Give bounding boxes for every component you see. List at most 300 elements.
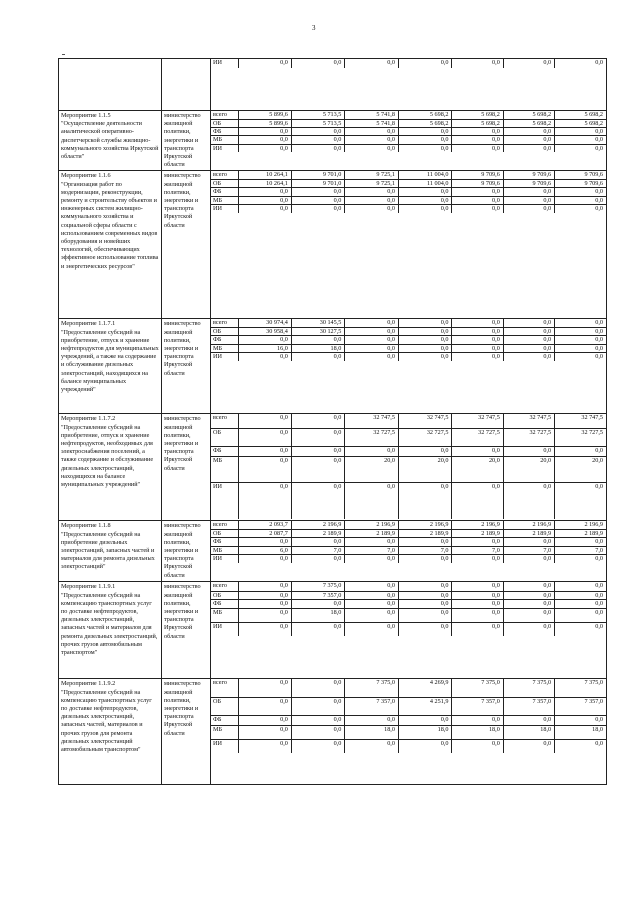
funding-value: 0,0 [345,555,399,563]
funding-row [211,179,606,187]
measure-title [59,59,162,111]
funding-value: 5 698,2 [398,119,452,127]
funding-value: 0,0 [503,600,554,608]
funding-value: 0,0 [345,327,399,335]
measure-title: Мероприятие 1.1.6 "Организация работ по модернизации, реконструкции, ремонту и строительству объектов и инженерных систем жилищно-коммунального хозяйства и социальной сферы области с использованием современных видов оборудования и новейших технологий, обеспечивающих эффективное использование топлива и энергетических ресурсов" [59,171,162,319]
funding-row [211,679,606,697]
responsible-org: министерство жилищной политики, энергетики и транспорта Иркутской области [162,521,211,582]
funding-value: 30 974,4 [239,319,291,327]
funding-value: 20,0 [452,456,503,482]
responsible-org: министерство жилищной политики, энергетики и транспорта Иркутской области [162,111,211,171]
funding-table [211,582,606,636]
funding-value: 32 747,5 [555,414,606,428]
measure-row [59,521,607,582]
funding-row [211,591,606,599]
funding-source: всего [211,319,239,327]
funding-value: 0,0 [555,739,606,753]
funding-value: 0,0 [345,739,399,753]
funding-table [211,414,606,519]
funding-value: 0,0 [345,353,399,361]
funding-value: 9 709,6 [503,171,554,179]
funding-value: 7 375,0 [503,679,554,697]
funding-value: 18,0 [555,725,606,739]
responsible-org: министерство жилищной политики, энергетики и транспорта Иркутской области [162,679,211,785]
funding-value: 18,0 [291,344,345,352]
funding-value: 0,0 [239,538,291,546]
funding-value: 5 698,2 [452,119,503,127]
funding-source: ИИ [213,205,222,213]
measure-title: Мероприятие 1.1.9.1 "Предоставление субсидий на компенсацию транспортных услуг по доставке нефтепродуктов, дизельных электростанций, запасных частей и материалов для ремонта дизельных электростанций, прочих грузов автомобильным транспортом" [59,582,162,679]
funding-value: 0,0 [555,188,606,196]
funding-value: 5 698,2 [503,111,554,119]
funding-value: 0,0 [291,715,345,725]
funding-value: 0,0 [555,622,606,636]
funding-value: 0,0 [452,127,503,135]
funding-value: 6,0 [239,546,291,554]
funding-value: 0,0 [503,327,554,335]
funding-value: 5 698,2 [452,111,503,119]
funding-value: 7,0 [398,546,452,554]
funding-source: ОБ [211,119,239,127]
funding-row [211,582,606,591]
funding-source: ИИ [213,144,222,152]
funding-value: 0,0 [398,446,452,456]
funding-value: 0,0 [239,622,291,636]
funding-value: 0,0 [345,538,399,546]
funding-value: 0,0 [555,353,606,361]
funding-value: 0,0 [239,555,291,563]
funding-source: ФБ [211,715,239,725]
funding-value: 2 189,9 [503,529,554,537]
funding-source: ОБ [211,591,239,599]
funding-source: ОБ [211,179,239,187]
funding-source: ИИ [213,739,222,747]
funding-row [211,414,606,428]
funding-row [211,697,606,715]
funding-value: 5 899,6 [239,119,291,127]
funding-value: 32 727,5 [345,428,399,446]
funding-value: 9 725,1 [345,171,399,179]
funding-value: 0,0 [345,136,399,144]
funding-value: 0,0 [345,482,399,519]
funding-source: МБ [211,136,239,144]
measure-title: Мероприятие 1.1.7.2 "Предоставление субсидий на приобретение, отпуск и хранение нефтепродуктов, необходимых для электроснабжения поселений, а также содержание и обслуживание дизельных электростанций, находящихся на балансе муниципальных учреждений" [59,414,162,521]
funding-value: 2 093,7 [239,521,291,529]
funding-value: 32 747,5 [398,414,452,428]
funding-source: всего [211,582,239,591]
funding-value: 0,0 [452,715,503,725]
funding-value: 5 698,2 [555,119,606,127]
funding-value: 5 713,5 [291,111,345,119]
funding-row [211,353,606,361]
funding-value: 4 269,9 [398,679,452,697]
funding-row [211,608,606,622]
funding-cell [211,679,607,785]
responsible-org: министерство жилищной политики, энергетики и транспорта Иркутской области [162,414,211,521]
funding-value: 0,0 [239,739,291,753]
funding-value: 0,0 [398,59,452,68]
funding-value: 0,0 [452,582,503,591]
funding-value: 0,0 [398,319,452,327]
funding-row [211,555,606,563]
funding-value: 0,0 [503,136,554,144]
funding-value: 7 375,0 [452,679,503,697]
funding-source: МБ [211,608,239,622]
measure-row [59,414,607,521]
measure-title: Мероприятие 1.1.9.2 "Предоставление субсидий на компенсацию транспортных услуг по доставке нефтепродуктов, дизельных электростанций, запасных частей, материалов и прочих грузов для ремонта дизельных электростанций автомобильным транспортом" [59,679,162,785]
funding-value: 0,0 [398,582,452,591]
funding-value: 2 196,9 [555,521,606,529]
funding-value: 0,0 [503,336,554,344]
funding-row [211,715,606,725]
funding-row [211,127,606,135]
funding-row [211,111,606,119]
funding-value: 32 747,5 [452,414,503,428]
funding-value: 0,0 [239,414,291,428]
funding-value: 0,0 [239,136,291,144]
funding-value: 0,0 [291,679,345,697]
funding-value: 0,0 [398,144,452,152]
funding-row [211,171,606,179]
funding-value: 0,0 [345,336,399,344]
measure-row [59,171,607,319]
funding-value: 0,0 [452,59,503,68]
funding-value: 0,0 [291,725,345,739]
funding-value: 0,0 [398,136,452,144]
funding-value: 0,0 [398,608,452,622]
funding-value: 7 357,0 [452,697,503,715]
funding-value: 0,0 [239,591,291,599]
funding-row [211,725,606,739]
scan-mark [62,54,65,55]
funding-value: 7 357,0 [345,697,399,715]
funding-value: 0,0 [452,136,503,144]
program-table [58,58,607,785]
funding-value: 9 709,6 [555,179,606,187]
funding-source: ОБ [211,529,239,537]
funding-value: 0,0 [452,600,503,608]
funding-value: 0,0 [452,538,503,546]
funding-source: ФБ [211,446,239,456]
funding-value: 0,0 [345,715,399,725]
funding-value: 0,0 [555,336,606,344]
funding-value: 0,0 [239,336,291,344]
funding-value: 0,0 [291,353,345,361]
funding-value: 4 251,9 [398,697,452,715]
funding-value: 5 698,2 [398,111,452,119]
funding-value: 0,0 [398,555,452,563]
funding-value: 0,0 [239,144,291,152]
funding-value: 0,0 [345,188,399,196]
funding-table [211,521,606,562]
funding-value: 0,0 [239,428,291,446]
funding-value: 0,0 [555,319,606,327]
funding-value: 0,0 [452,188,503,196]
funding-value: 0,0 [452,739,503,753]
funding-value: 0,0 [503,555,554,563]
funding-source: ИИ [213,482,222,490]
funding-value: 20,0 [398,456,452,482]
funding-value: 0,0 [239,482,291,519]
funding-source: МБ [211,344,239,352]
funding-cell [211,111,607,171]
funding-row [211,529,606,537]
funding-value: 9 709,6 [503,179,554,187]
funding-value: 0,0 [398,715,452,725]
funding-value: 0,0 [503,188,554,196]
funding-value: 0,0 [291,600,345,608]
funding-value: 0,0 [398,127,452,135]
funding-value: 9 701,0 [291,171,345,179]
funding-row [211,546,606,554]
funding-value: 0,0 [503,482,554,519]
funding-value: 7,0 [503,546,554,554]
funding-value: 0,0 [291,127,345,135]
measure-row [59,582,607,679]
funding-value: 18,0 [503,725,554,739]
funding-value: 7 375,0 [291,582,345,591]
funding-row [211,456,606,482]
funding-table [211,111,606,152]
funding-value: 2 196,9 [503,521,554,529]
funding-value: 11 004,0 [398,171,452,179]
funding-value: 0,0 [452,482,503,519]
funding-value: 0,0 [503,582,554,591]
funding-row [211,428,606,446]
funding-value: 0,0 [503,127,554,135]
funding-value: 0,0 [345,591,399,599]
funding-source: ИИ [213,622,222,630]
funding-value: 0,0 [503,538,554,546]
funding-value: 2 087,7 [239,529,291,537]
funding-value: 0,0 [239,697,291,715]
funding-value: 2 189,9 [398,529,452,537]
funding-value: 0,0 [555,205,606,213]
funding-value: 0,0 [239,353,291,361]
funding-value: 0,0 [291,697,345,715]
funding-value: 9 709,6 [555,171,606,179]
funding-value: 0,0 [398,344,452,352]
funding-source: всего [211,111,239,119]
funding-value: 10 264,1 [239,171,291,179]
funding-value: 18,0 [452,725,503,739]
funding-value: 0,0 [452,144,503,152]
funding-value: 32 747,5 [503,414,554,428]
funding-value: 0,0 [398,196,452,204]
funding-value: 9 709,6 [452,171,503,179]
funding-cell [211,582,607,679]
funding-value: 0,0 [398,482,452,519]
funding-value: 0,0 [452,353,503,361]
funding-cell [211,319,607,414]
funding-value: 0,0 [239,725,291,739]
funding-value: 0,0 [291,739,345,753]
funding-row [211,59,606,68]
funding-row [211,344,606,352]
funding-cell [211,171,607,319]
funding-row [211,136,606,144]
funding-source: всего [211,414,239,428]
funding-value: 0,0 [452,196,503,204]
funding-row [211,521,606,529]
funding-row [211,739,606,753]
funding-source: всего [211,171,239,179]
funding-value: 0,0 [555,715,606,725]
funding-value: 20,0 [555,456,606,482]
funding-source: МБ [211,456,239,482]
funding-value: 0,0 [398,205,452,213]
funding-value: 20,0 [345,456,399,482]
funding-value: 0,0 [555,600,606,608]
funding-source: ФБ [211,188,239,196]
funding-value: 0,0 [503,344,554,352]
funding-row [211,446,606,456]
funding-value: 0,0 [239,456,291,482]
funding-value: 0,0 [503,715,554,725]
funding-row [211,336,606,344]
funding-value: 7,0 [291,546,345,554]
funding-value: 0,0 [555,196,606,204]
funding-value: 18,0 [398,725,452,739]
funding-value: 0,0 [555,582,606,591]
funding-value: 7,0 [555,546,606,554]
funding-value: 7 357,0 [291,591,345,599]
funding-value: 0,0 [503,144,554,152]
funding-source: ФБ [211,600,239,608]
funding-value: 5 698,2 [555,111,606,119]
funding-value: 30 958,4 [239,327,291,335]
funding-value: 9 701,0 [291,179,345,187]
measure-row [59,679,607,785]
funding-value: 0,0 [503,319,554,327]
funding-value: 0,0 [239,196,291,204]
funding-value: 0,0 [503,353,554,361]
funding-row [211,196,606,204]
funding-table [211,319,606,360]
funding-value: 0,0 [452,205,503,213]
funding-value: 0,0 [555,591,606,599]
funding-value: 0,0 [452,344,503,352]
funding-value: 0,0 [555,446,606,456]
funding-value: 0,0 [291,59,345,68]
funding-value: 0,0 [291,205,345,213]
measure-title: Мероприятие 1.1.7.1 "Предоставление субсидий на приобретение, отпуск и хранение нефтепродуктов для муниципальных учреждений, а также на содержание и обслуживание дизельных электростанций, находящихся на балансе муниципальных учреждений" [59,319,162,414]
funding-value: 18,0 [291,608,345,622]
funding-value: 0,0 [398,622,452,636]
funding-value: 0,0 [503,59,554,68]
funding-value: 32 727,5 [555,428,606,446]
funding-value: 0,0 [503,196,554,204]
funding-row [211,188,606,196]
funding-value: 20,0 [503,456,554,482]
funding-value: 0,0 [555,344,606,352]
funding-source: МБ [211,196,239,204]
funding-value: 7 375,0 [345,679,399,697]
funding-source: МБ [211,725,239,739]
funding-value: 0,0 [345,59,399,68]
funding-value: 0,0 [452,319,503,327]
funding-value: 16,0 [239,344,291,352]
funding-row [211,622,606,636]
funding-value: 2 196,9 [452,521,503,529]
funding-value: 0,0 [291,336,345,344]
responsible-org: министерство жилищной политики, энергетики и транспорта Иркутской области [162,171,211,319]
funding-value: 0,0 [555,127,606,135]
measure-title: Мероприятие 1.1.5 "Осуществление деятельности аналитической оперативно-диспетчерской службы жилищно-коммунального хозяйства Иркутской области" [59,111,162,171]
funding-value: 0,0 [345,600,399,608]
funding-value: 0,0 [398,336,452,344]
funding-value: 7 375,0 [555,679,606,697]
funding-value: 0,0 [239,600,291,608]
funding-value: 5 899,6 [239,111,291,119]
funding-value: 0,0 [503,591,554,599]
funding-value: 0,0 [345,144,399,152]
funding-value: 0,0 [345,196,399,204]
funding-value: 0,0 [345,446,399,456]
funding-value: 7 357,0 [503,697,554,715]
funding-value: 9 709,6 [452,179,503,187]
funding-value: 5 713,5 [291,119,345,127]
funding-value: 0,0 [503,622,554,636]
funding-value: 32 727,5 [398,428,452,446]
funding-value: 30 145,5 [291,319,345,327]
funding-value: 18,0 [345,725,399,739]
funding-value: 7,0 [345,546,399,554]
funding-value: 0,0 [345,319,399,327]
funding-value: 0,0 [291,188,345,196]
funding-value: 0,0 [555,59,606,68]
funding-source: всего [211,521,239,529]
funding-cell [211,59,607,111]
funding-value: 2 196,9 [345,521,399,529]
funding-value: 0,0 [503,739,554,753]
funding-value: 0,0 [503,608,554,622]
funding-value: 0,0 [239,59,291,68]
funding-row [211,119,606,127]
funding-row [211,205,606,213]
funding-value: 7,0 [452,546,503,554]
responsible-org: министерство жилищной политики, энергетики и транспорта Иркутской области [162,582,211,679]
funding-value: 0,0 [239,188,291,196]
funding-value: 0,0 [239,679,291,697]
funding-value: 32 727,5 [503,428,554,446]
funding-value: 0,0 [239,582,291,591]
funding-value: 0,0 [291,446,345,456]
funding-row [211,600,606,608]
funding-value: 0,0 [239,715,291,725]
funding-cell [211,521,607,582]
funding-value: 2 189,9 [291,529,345,537]
funding-value: 0,0 [452,608,503,622]
funding-value: 0,0 [555,136,606,144]
funding-row [211,319,606,327]
funding-value: 0,0 [291,456,345,482]
funding-value: 0,0 [291,482,345,519]
funding-row [211,327,606,335]
funding-value: 0,0 [452,336,503,344]
funding-value: 0,0 [452,622,503,636]
funding-value: 0,0 [452,591,503,599]
funding-value: 2 189,9 [555,529,606,537]
funding-row [211,144,606,152]
funding-value: 0,0 [503,205,554,213]
funding-value: 32 747,5 [345,414,399,428]
responsible-org [162,59,211,111]
funding-value: 30 127,5 [291,327,345,335]
funding-value: 0,0 [503,446,554,456]
funding-value: 0,0 [345,205,399,213]
funding-value: 32 727,5 [452,428,503,446]
